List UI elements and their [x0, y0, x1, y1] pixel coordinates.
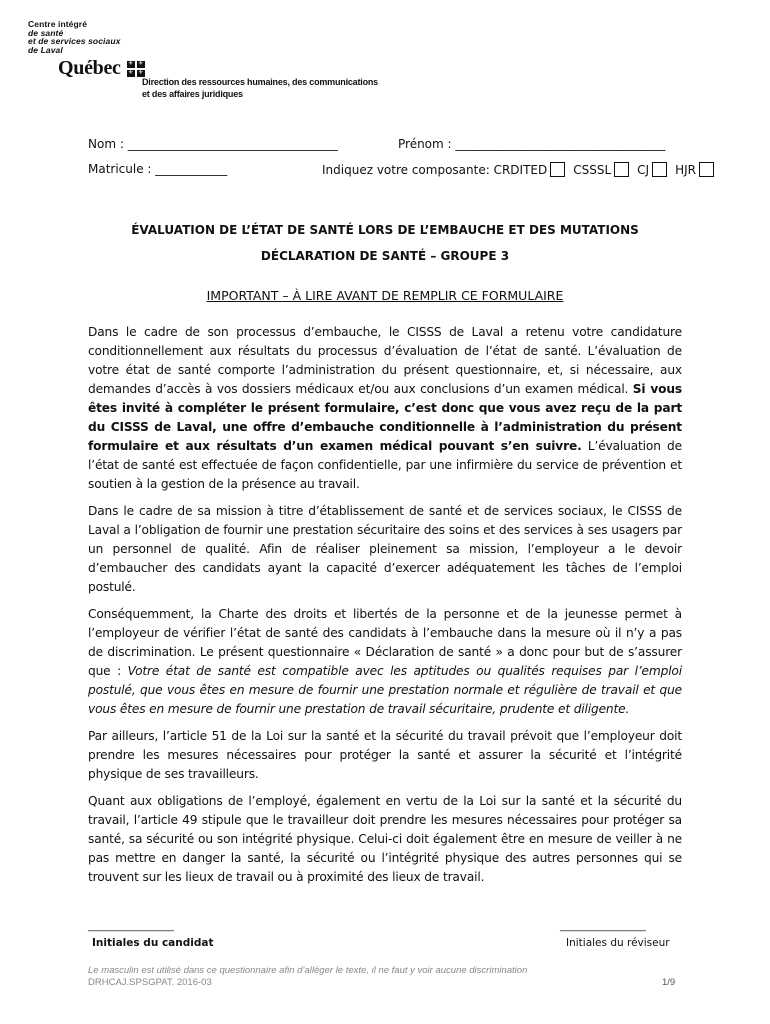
cisss-laval-logo [28, 20, 145, 80]
form-title: ÉVALUATION DE L’ÉTAT DE SANTÉ LORS DE L’EMBAUCHE ET DES MUTATIONS [131, 223, 639, 237]
composante-field: Indiquez votre composante: CRDITED CSSSL CJ HJR [322, 162, 714, 177]
paragraph-3: Conséquemment, la Charte des droits et libertés de la personne et de la jeunesse permet à l’employeur de vérifier l’état de santé des candidats à l’embauche dans la mesure où il n’y a pas de discrimination. Le présent questionnaire « Déclaration de santé » a donc pour but de s’assurer que : Votre état de santé est compatible avec les aptitudes ou qualités requises par l’emploi postulé, que vous êtes en mesure de fournir une prestation normale et régulière de travail et que vous êtes en mesure de fournir une prestation de travail sécuritaire, prudente et diligente. [88, 607, 682, 716]
document-code: DRHCAJ.SPSGPAT. 2016-03 [88, 977, 212, 988]
nom-field[interactable]: Nom : ___________________________________ [88, 137, 338, 151]
department-name: Direction des ressources humaines, des communications et des affaires juridiques [142, 77, 378, 99]
quebec-wordmark: Québec ⚜ ⚜ ⚜ ⚜ [58, 57, 144, 79]
cj-checkbox[interactable] [652, 162, 667, 177]
prenom-field[interactable]: Prénom : ___________________________________ [398, 137, 666, 151]
paragraph-4: Par ailleurs, l’article 51 de la Loi sur la santé et la sécurité du travail prévoit que l’employeur doit prendre les mesures nécessaires pour protéger la santé et assurer la sécurité et l’intégrité physique de ses travailleurs. [88, 729, 682, 781]
paragraph-1: Dans le cadre de son processus d’embauche, le CISSS de Laval a retenu votre candidature conditionnellement aux résultats du processus d’évaluation de l’état de santé. L’évaluation de votre état de santé comporte l’administration du présent questionnaire, et, si nécessaire, aux demandes d’accès à vos dossiers médicaux et/ou aux conclusions d’un examen médical. Si vous êtes invité à compléter le présent formulaire, c’est donc que vous avez reçu de la part du CISSS de Laval, une offre d’embauche conditionnelle à l’administration du présent formulaire et aux résultats d’un examen médical pouvant s’en suivre. L’évaluation de l’état de santé est effectuée de façon confidentielle, par une infirmière du service de prévention et soutien à la gestion de la présence au travail. [88, 325, 682, 491]
reviewer-initials-line[interactable]: ___________________ [560, 921, 646, 932]
reviewer-initials-label: Initiales du réviseur [566, 937, 670, 949]
hjr-checkbox[interactable] [699, 162, 714, 177]
candidate-initials-label: Initiales du candidat [92, 937, 214, 949]
crdited-checkbox[interactable] [550, 162, 565, 177]
page-number: 1/9 [662, 977, 676, 988]
form-subtitle: DÉCLARATION DE SANTÉ – GROUPE 3 [260, 249, 510, 263]
matricule-field[interactable]: Matricule : ____________ [88, 162, 228, 176]
paragraph-5: Quant aux obligations de l’employé, également en vertu de la Loi sur la santé et la sécurité du travail, l’article 49 stipule que le travailleur doit prendre les mesures nécessaires pour protéger sa santé, sa sécurité ou son intégrité physique. Celui-ci doit également être en mesure de veiller à ne pas mettre en danger la santé, la sécurité ou l’intégrité physique des autres personnes qui se trouvent sur les lieux de travail ou à proximité des lieux de travail. [88, 794, 682, 884]
fleurdelise-flag-icon: ⚜ ⚜ ⚜ ⚜ [127, 60, 144, 76]
footer-note: Le masculin est utilisé dans ce questionnaire afin d’alléger le texte, il ne faut y voir aucune discrimination [88, 965, 528, 976]
paragraph-2: Dans le cadre de sa mission à titre d’établissement de santé et de services sociaux, le CISSS de Laval a l’obligation de fournir une prestation sécuritaire des soins et des services à ses usagers par un personnel de qualité. Afin de réaliser pleinement sa mission, l’employeur a le devoir d’embaucher des candidats ayant la capacité d’exercer adéquatement les tâches de l’emploi postulé. [88, 504, 682, 594]
important-notice: IMPORTANT – À LIRE AVANT DE REMPLIR CE FORMULAIRE [206, 288, 564, 303]
org-name: Centre intégré de santé et de services sociaux de Laval [28, 19, 121, 55]
candidate-initials-line[interactable]: ___________________ [88, 921, 174, 932]
cssl-checkbox[interactable] [614, 162, 629, 177]
body-text [88, 323, 682, 895]
